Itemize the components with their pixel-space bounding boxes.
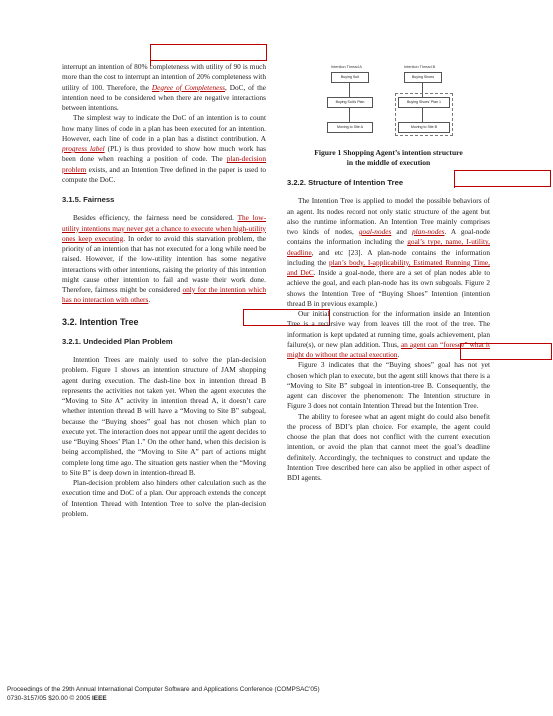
text-span: . [148,295,151,305]
paragraph [62,62,266,113]
figure-label-thread-a: Intention Thread A [331,65,362,69]
subsection-heading: 3.2.1. Undecided Plan Problem [62,336,173,346]
annotated-phrase[interactable]: plan-nodes [412,227,445,236]
figure-node: Moving to Site A [327,122,373,133]
ieee-logo-text: IEEE [92,695,107,702]
text-span: , and etc [23]. A plan-node contains the information including the [287,247,490,267]
figure-node: Moving to Site B [398,122,450,133]
text-span: . Inside a goal-node, there are a set of plan nodes able to achieve the goal, and each plan-node has its own subgoals. Figure 2 shows the Intention Tree of “Buying Shoes” Intention (intention thread B in previous example.) [287,268,490,308]
figure-edge [349,82,350,97]
annotated-phrase[interactable]: only for the intention which has no interaction with others [62,285,266,305]
right-column [287,62,490,483]
section-heading: 3.1.5. Fairness [62,195,115,204]
section-heading: 3.2. Intention Tree [62,316,139,327]
figure-edge [422,107,423,122]
annotated-phrase[interactable]: Degree of Completeness [151,82,226,92]
figure-caption [287,148,490,168]
figure-edge [349,107,350,122]
text-span: The simplest way to indicate the DoC of an intention is to count how many lines of code in a plan has been executed for an intention. However, each line of code in a plan has a distinct contribution. A [62,113,266,143]
figure-node: Buying Suit's Plan [327,97,373,108]
annotated-phrase[interactable]: The low-utility intentions may never get a chance to execute when high-utility ones keep executing [62,213,267,243]
paragraph: The ability to foresee what an agent might do could also benefit the process of BDI’s plan choice. For example, the agent could choose the plan that does not conflict with the current execution intention, or avoid the plan that cannot meet the goal’s deadline definitely. Accordingly, the techniques to construct and update the Intention Tree described here can also be applied in other aspect of BDI agents. [287,411,490,482]
text-span: interrupt an intention of 80% completeness with utility of 90 is much more than the cost to interrupt an intention of 20% completeness with utility of 100. Therefore, the [62,62,266,92]
paragraph [287,196,490,309]
text-span: Besides efficiency, the fairness need be considered. [73,213,238,223]
paragraph: Intention Trees are mainly used to solve the plan-decision problem. Figure 1 shows an intention structure of JAM shopping agent during execution. The dash-line box in intention thread B represents the activities not taken yet. When the agent executes the “Moving to Site A” activity in intention thread A, it doesn’t care whether intention thread B will have a “Moving to Site B” subgoal, because the “Buying shoes” goal has not chosen which plan to execute yet. The interaction does not appear until the agent decides to use “Buying Shoes’ Plan 1.” On the other hand, when this decision is being accomplished, the “Moving to Site A” part of actions might complete long time ago. The situation gets nastier when the “Moving to Site B” is deep down in intention-thread B. [62,355,266,477]
text-span: Our initial construction for the information inside an Intention Tree is a recursive way from leaves till the root of the tree. The information is kept updated at running time, goals achievement, plan failure(s), or new plan addition. Thus, [287,309,490,349]
annotated-phrase[interactable]: plan’s body, I-applicability, Estimated Running Time, and DeC [287,257,490,277]
footer-price: 0730-3157/05 $20.00 © 2005 [7,695,93,702]
footer-copyright [7,694,320,703]
paragraph: Plan-decision problem also hinders other calculation such as the execution time and DoC of a plan. Our approach extends the concept of Intention Thread with Intention Tree to solve the plan-decision problem. [62,478,266,518]
footer-proceedings: Proceedings of the 29th Annual International Computer Software and Applications Conference (COMPSAC’05) [7,686,320,693]
paragraph: Figure 3 indicates that the “Buying shoes” goal has not yet chosen which plan to execute, but the agent still knows that there is a “Moving to Site B” subgoal in intention-tree B. Consequently, the agent can discover the phenomenon: The Intention structure in Figure 3 does not contain Intention Thread but the Intention Tree. [287,360,490,411]
figure-intention-structure [287,62,490,146]
figure-node: Buying Shoes [404,72,442,83]
caption-line: in the middle of execution [346,158,431,167]
figure-label-thread-b: Intention Thread B [404,65,436,69]
annotated-phrase[interactable]: an agent can “foresee” what it might do without the actual execution [287,339,490,359]
paragraph [62,213,266,305]
annotated-phrase[interactable]: goal-nodes [358,227,392,236]
subsection-heading: 3.2.2. Structure of Intention Tree [287,178,404,187]
text-span: and [391,227,412,236]
text-span: , DoC, of the intention need to be considered when there are negative interactions between intentions. [62,82,266,112]
annotated-phrase[interactable]: plan-decision problem [62,154,266,174]
text-span: (PL) is thus provided to show how much work has been done when reaching a position of code. The [62,144,266,164]
text-span: . A goal-node contains the information including the [287,227,491,247]
text-span: exists, and an Intention Tree defined in the paper is used to compute the DoC. [62,164,266,184]
annotated-phrase[interactable]: goal’s type, name, I-utility, deadline [287,237,491,257]
paragraph [62,113,266,185]
left-column [62,62,266,519]
text-span: . In order to avoid this starvation problem, the priority of an intention that has not executed for a long while need be raised. However, if the low-utility intention has some negative interactions with other intentions, raising the priority of this intention might cause other intention to fail and waste their work done. Therefore, fairness might be considered [62,233,266,294]
figure-node: Buying Suit [331,72,369,83]
text-span: The Intention Tree is applied to model the possible behaviors of an agent. Its nodes record not only static structure of the agent but also the runtime information. An Intention Tree mainly comprises two kinds of nodes, [287,196,490,236]
caption-line: Figure 1 Shopping Agent’s intention structure [314,148,463,157]
annotation-comment-box[interactable] [150,44,267,61]
page-footer [7,685,320,703]
paragraph [287,309,490,360]
figure-node: Buying Shoes' Plan 1 [398,97,450,108]
text-span: . [397,350,400,359]
annotated-phrase[interactable]: progress label [62,144,105,153]
